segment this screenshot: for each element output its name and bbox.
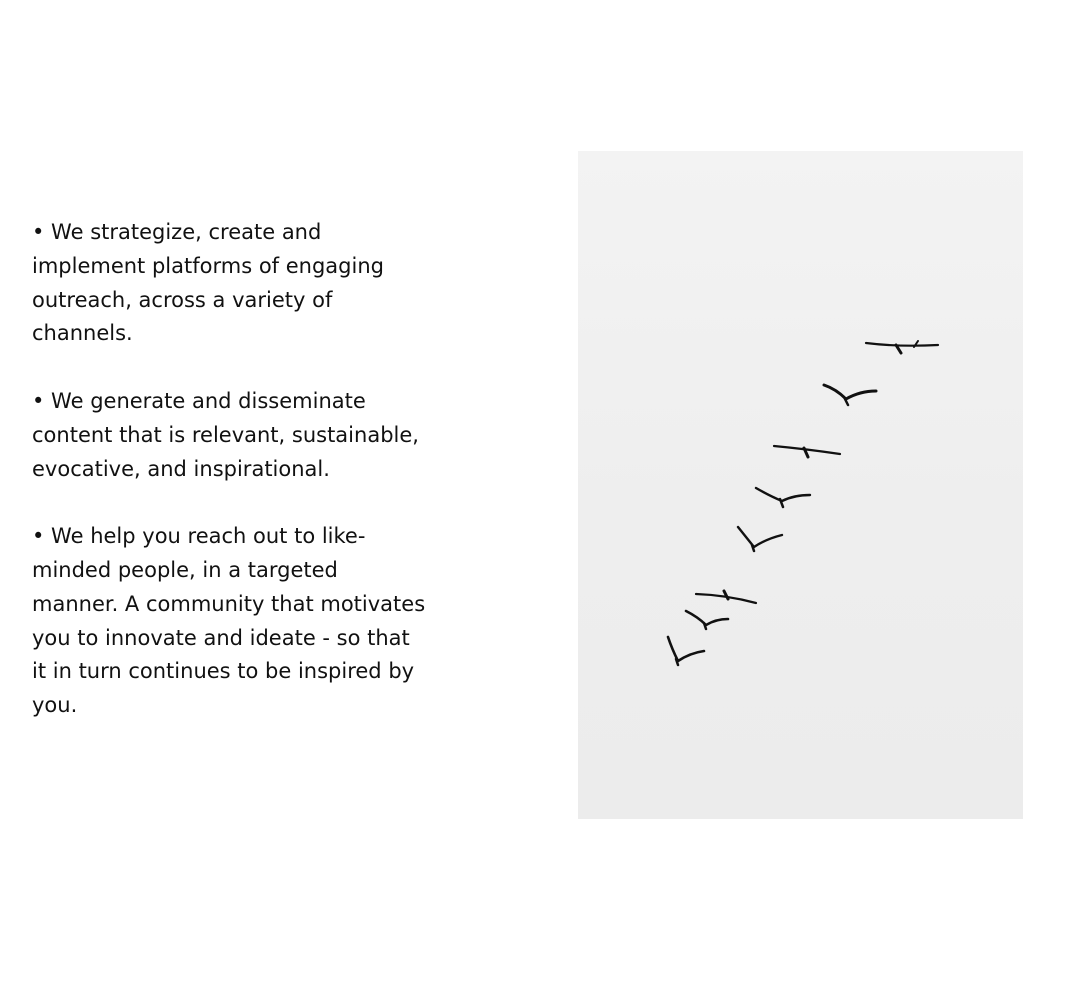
birds-illustration bbox=[578, 151, 1023, 819]
bird-6 bbox=[696, 591, 756, 603]
birds-photo bbox=[578, 151, 1023, 819]
bird-4 bbox=[756, 488, 810, 507]
service-paragraph-strategize: • We strategize, create and implement platforms of engaging outreach, across a variety of channels. bbox=[32, 220, 384, 346]
bird-5 bbox=[738, 527, 782, 551]
bird-7 bbox=[686, 611, 728, 629]
service-paragraph-content: • We generate and disseminate content that is relevant, sustainable, evocative, and inspirational. bbox=[32, 388, 419, 481]
bird-2 bbox=[824, 385, 876, 405]
service-paragraph-community: • We help you reach out to like-minded people, in a targeted manner. A community that motivates you to innovate and ideate - so that it in turn continues to be inspired by you. bbox=[32, 524, 426, 718]
bird-1 bbox=[866, 341, 938, 353]
services-text-block bbox=[32, 216, 427, 757]
bird-8 bbox=[668, 637, 704, 665]
bird-3 bbox=[774, 446, 840, 457]
